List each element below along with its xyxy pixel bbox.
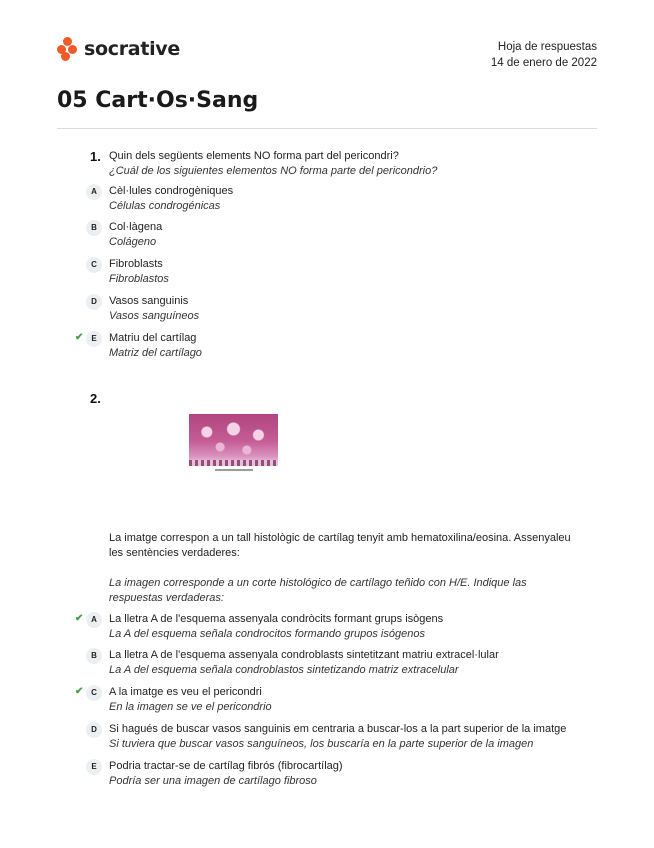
option-letter-badge: E [86,331,102,347]
option-text [109,759,343,789]
answer-option [72,257,597,289]
option-text-es: Vasos sanguíneos [109,310,200,322]
check-icon: ✔ [75,332,84,343]
option-text [109,612,443,642]
option-text-es: Colágeno [109,236,157,248]
answer-option [72,294,597,326]
doc-date: 14 de enero de 2022 [490,57,597,69]
option-letter-badge: B [86,648,102,664]
option-text [109,331,202,361]
option-text-es: La A del esquema señala condroblastos sintetizando matriz extracelular [109,664,459,676]
option-letter-badge: C [86,685,102,701]
option-text-ca: A la imatge es veu el pericondri [109,686,262,698]
answer-option [72,184,597,216]
question-text-ca: La imatge correspon a un tall histològic de cartílag tenyit amb hematoxilina/eosina. Assenyaleu [109,532,571,544]
question-text-es: respuestas verdaderas: [109,592,224,604]
question-number: 1. [90,149,101,164]
page-header [57,36,597,76]
option-text [109,220,162,250]
question-text-es-block [109,576,595,606]
answer-option [72,220,597,252]
histology-image [189,414,278,474]
option-text-ca: Vasos sanguinis [109,295,189,307]
option-letter-badge: C [86,257,102,273]
title-divider [57,128,597,129]
option-text-ca: La lletra A de l'esquema assenyala condròcits formant grups isògens [109,613,444,625]
option-letter-badge: A [86,184,102,200]
answer-option-correct [72,612,597,644]
option-letter-badge: A [86,612,102,628]
option-text [109,648,499,678]
answer-option-correct [72,685,597,717]
brand-name: socrative [84,38,180,60]
doc-type: Hoja de respuestas [497,41,597,53]
option-text-es: Si tuviera que buscar vasos sanguíneos, los buscaría en la parte superior de la imagen [109,738,534,750]
option-letter-badge: D [86,722,102,738]
option-text-es: Matriz del cartílago [109,347,202,359]
question-number: 2. [90,391,101,406]
socrative-logo [57,37,180,61]
option-text-es: Podría ser una imagen de cartílago fibroso [109,775,317,787]
option-text-ca: Si hagués de buscar vasos sanguinis em centraria a buscar-los a la part superior de la imatge [109,723,567,735]
option-text-es: Células condrogénicas [109,200,221,212]
option-text [109,722,566,752]
answer-option [72,759,597,791]
question-text-es: La imagen corresponde a un corte histológico de cartílago teñido con H/E. Indique las [109,577,527,589]
question-text-ca: les sentències verdaderes: [109,547,240,559]
answer-option [72,648,597,680]
check-icon: ✔ [75,686,84,697]
option-text-ca: La lletra A de l'esquema assenyala condroblasts sintetitzant matriu extracel·lular [109,649,499,661]
option-text-ca: Cèl·lules condrogèniques [109,185,234,197]
option-text-es: En la imagen se ve el pericondrio [109,701,272,713]
answer-option [72,722,597,754]
option-text-es: Fibroblastos [109,273,169,285]
option-text-es: La A del esquema señala condrocitos formando grupos isógenos [109,628,425,640]
option-text [109,257,169,287]
page-title: 05 Cart·Os·Sang [57,88,259,113]
option-letter-badge: E [86,759,102,775]
option-letter-badge: D [86,294,102,310]
logo-mark-icon [57,37,79,61]
question-text [109,149,595,179]
question-text-es: ¿Cuál de los siguientes elementos NO forma parte del pericondrio? [109,165,438,177]
option-text-ca: Col·làgena [109,221,163,233]
option-text [109,294,199,324]
option-text [109,685,272,715]
answer-option-correct [72,331,597,363]
option-text-ca: Podria tractar-se de cartílag fibrós (fibrocartílag) [109,760,343,772]
check-icon: ✔ [75,613,84,624]
option-text-ca: Fibroblasts [109,258,163,270]
question-text-ca: Quin dels següents elements NO forma part del pericondri? [109,150,399,162]
option-text-ca: Matriu del cartílag [109,332,197,344]
option-letter-badge: B [86,220,102,236]
option-text [109,184,233,214]
doc-meta [491,39,597,71]
question-text [109,531,595,561]
